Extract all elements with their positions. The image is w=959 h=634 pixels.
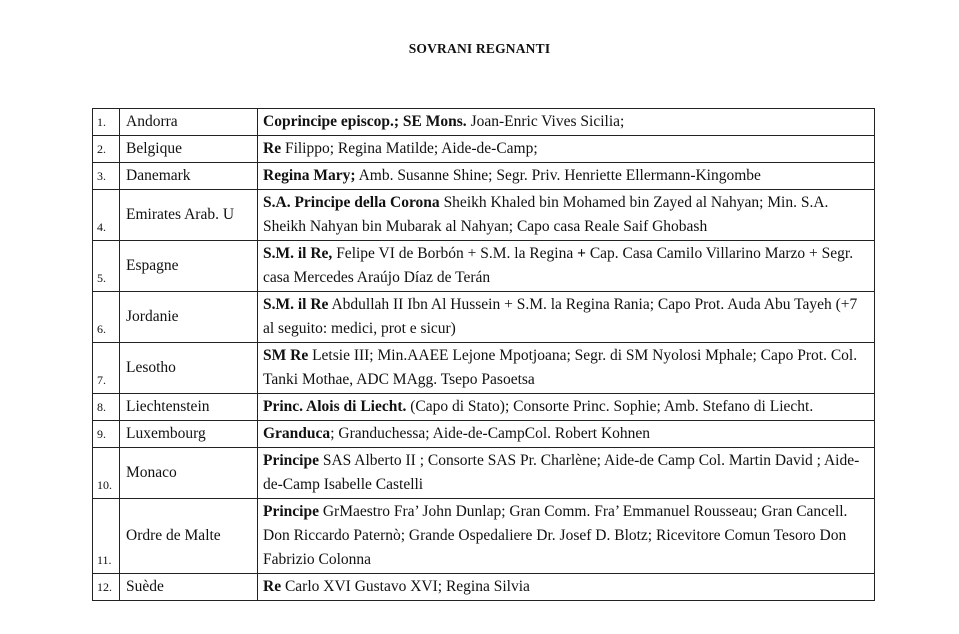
row-number: 12. bbox=[93, 574, 120, 601]
table-row bbox=[93, 136, 875, 163]
entry-title-bold: Granduca bbox=[263, 425, 331, 442]
entry-title-bold: + bbox=[577, 245, 586, 262]
entry-title-bold: SM Re bbox=[263, 347, 309, 364]
country-name: Lesotho bbox=[120, 343, 258, 394]
delegation-entry bbox=[258, 136, 875, 163]
delegation-entry bbox=[258, 394, 875, 421]
row-number: 7. bbox=[93, 343, 120, 394]
row-number: 6. bbox=[93, 292, 120, 343]
country-name: Andorra bbox=[120, 109, 258, 136]
entry-text: SAS Alberto II ; Consorte SAS Pr. Charlène; Aide-de Camp Col. Martin David ; Aide-de-Camp Isabelle Castelli bbox=[263, 452, 860, 493]
row-number: 10. bbox=[93, 448, 120, 499]
entry-text: Abdullah II Ibn Al Hussein + S.M. la Regina Rania; Capo Prot. Auda Abu Tayeh (+7 al seguito: medici, prot e sicur) bbox=[263, 296, 858, 337]
entry-title-bold: Principe bbox=[263, 452, 319, 469]
entry-title-bold: S.A. Principe della Corona bbox=[263, 194, 440, 211]
entry-text: Carlo XVI Gustavo XVI; Regina Silvia bbox=[281, 578, 530, 595]
country-name: Belgique bbox=[120, 136, 258, 163]
delegation-entry bbox=[258, 190, 875, 241]
document-title: SOVRANI REGNANTI bbox=[408, 41, 551, 56]
table-row bbox=[93, 343, 875, 394]
table-row bbox=[93, 292, 875, 343]
country-name: Liechtenstein bbox=[120, 394, 258, 421]
entry-text: Amb. Susanne Shine; Segr. Priv. Henriette Ellermann-Kingombe bbox=[355, 167, 761, 184]
table-body bbox=[93, 109, 875, 601]
row-number: 8. bbox=[93, 394, 120, 421]
row-number: 9. bbox=[93, 421, 120, 448]
delegation-entry bbox=[258, 109, 875, 136]
country-name: Suède bbox=[120, 574, 258, 601]
entry-text: (Capo di Stato); Consorte Princ. Sophie; Amb. Stefano di Liecht. bbox=[406, 398, 814, 415]
row-number: 2. bbox=[93, 136, 120, 163]
entry-title-bold: S.M. il Re bbox=[263, 296, 329, 313]
entry-title-bold: S.M. il Re, bbox=[263, 245, 333, 262]
entry-title-bold: Coprincipe episcop.; SE Mons. bbox=[263, 113, 467, 130]
delegation-entry bbox=[258, 421, 875, 448]
sovereigns-table bbox=[92, 108, 875, 601]
table-row bbox=[93, 448, 875, 499]
entry-text: Letsie III; Min.AAEE Lejone Mpotjoana; Segr. di SM Nyolosi Mphale; Capo Prot. Col. Tanki Mothae, ADC MAgg. Tsepo Pasoetsa bbox=[263, 347, 858, 388]
entry-text: ; Granduchessa; Aide-de-CampCol. Robert Kohnen bbox=[330, 425, 651, 442]
country-name: Jordanie bbox=[120, 292, 258, 343]
entry-title-bold: Re bbox=[263, 140, 282, 157]
entry-title-bold: Re bbox=[263, 578, 282, 595]
entry-text: Joan-Enric Vives Sicilia; bbox=[466, 113, 625, 130]
row-number: 1. bbox=[93, 109, 120, 136]
delegation-entry bbox=[258, 292, 875, 343]
country-name: Emirates Arab. U bbox=[120, 190, 258, 241]
table-row bbox=[93, 499, 875, 574]
row-number: 11. bbox=[93, 499, 120, 574]
delegation-entry bbox=[258, 343, 875, 394]
entry-title-bold: Principe bbox=[263, 503, 319, 520]
table-row bbox=[93, 163, 875, 190]
entry-text: Cap. Casa Camilo Villarino Marzo + Segr. casa Mercedes Araújo Díaz de Terán bbox=[263, 245, 854, 286]
table-row bbox=[93, 241, 875, 292]
row-number: 4. bbox=[93, 190, 120, 241]
country-name: Danemark bbox=[120, 163, 258, 190]
delegation-entry bbox=[258, 241, 875, 292]
table-row bbox=[93, 109, 875, 136]
delegation-entry bbox=[258, 163, 875, 190]
table-row bbox=[93, 574, 875, 601]
entry-text: Filippo; Regina Matilde; Aide-de-Camp; bbox=[281, 140, 538, 157]
entry-title-bold: Regina Mary; bbox=[263, 167, 356, 184]
country-name: Monaco bbox=[120, 448, 258, 499]
table-row bbox=[93, 190, 875, 241]
delegation-entry bbox=[258, 448, 875, 499]
entry-text: GrMaestro Fra’ John Dunlap; Gran Comm. Fra’ Emmanuel Rousseau; Gran Cancell. Don Riccardo Paternò; Grande Ospedaliere Dr. Josef D. Blotz; Ricevitore Comun Tesoro Don Fabrizio Colonna bbox=[263, 503, 848, 568]
country-name: Espagne bbox=[120, 241, 258, 292]
country-name: Luxembourg bbox=[120, 421, 258, 448]
delegation-entry bbox=[258, 499, 875, 574]
table-row bbox=[93, 421, 875, 448]
row-number: 3. bbox=[93, 163, 120, 190]
entry-text: Sheikh Khaled bin Mohamed bin Zayed al Nahyan; Min. S.A. Sheikh Nahyan bin Mubarak al Nahyan; Capo casa Reale Saif Ghobash bbox=[263, 194, 829, 235]
row-number: 5. bbox=[93, 241, 120, 292]
entry-text: Felipe VI de Borbón + S.M. la Regina bbox=[332, 245, 578, 262]
delegation-entry bbox=[258, 574, 875, 601]
table-row bbox=[93, 394, 875, 421]
entry-title-bold: Princ. Alois di Liecht. bbox=[263, 398, 407, 415]
country-name: Ordre de Malte bbox=[120, 499, 258, 574]
